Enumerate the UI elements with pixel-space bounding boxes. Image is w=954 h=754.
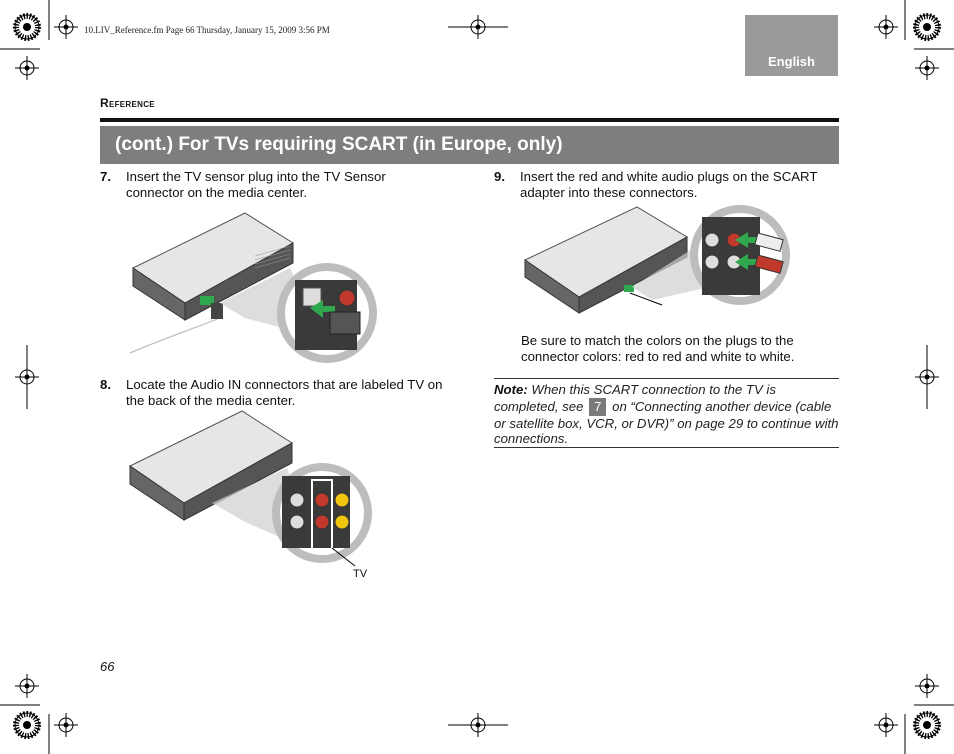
audio-in-connectors-figure bbox=[127, 408, 377, 568]
note-text-after: on “Connecting another device (cable or satellite box, VCR, or DVR)” on page 29 to continue with connections. bbox=[494, 398, 839, 446]
note-box bbox=[494, 378, 839, 448]
step-number: 7. bbox=[100, 169, 111, 184]
step-text: Insert the red and white audio plugs on the SCART adapter into these connectors. bbox=[520, 169, 818, 200]
step-number: 8. bbox=[100, 377, 111, 392]
step-text: Insert the TV sensor plug into the TV Sensor connector on the media center. bbox=[126, 169, 386, 200]
note-text-before: When this SCART connection to the TV is completed, see bbox=[494, 382, 776, 414]
step-8 bbox=[100, 377, 445, 409]
match-colors-text: Be sure to match the colors on the plugs to the connector colors: red to red and white to white. bbox=[521, 333, 795, 364]
step-text: Locate the Audio IN connectors that are labeled TV on the back of the media center. bbox=[126, 377, 443, 408]
file-info: 10.LIV_Reference.fm Page 66 Thursday, January 15, 2009 3:56 PM bbox=[84, 25, 330, 35]
note-label: Note: bbox=[494, 382, 528, 397]
language-tab: English bbox=[745, 15, 838, 76]
header-rule bbox=[100, 118, 839, 122]
step-number: 9. bbox=[494, 169, 505, 184]
scart-audio-plugs-figure bbox=[522, 205, 794, 325]
section-label: Reference bbox=[100, 96, 155, 110]
page-number: 66 bbox=[100, 659, 115, 674]
media-center-sensor-figure bbox=[125, 208, 385, 363]
chapter-badge[interactable]: 7 bbox=[589, 398, 606, 416]
tv-callout-label: TV bbox=[353, 568, 368, 580]
page-title: (cont.) For TVs requiring SCART (in Europe, only) bbox=[100, 126, 839, 164]
step-7 bbox=[100, 169, 430, 201]
step-9 bbox=[494, 169, 839, 201]
